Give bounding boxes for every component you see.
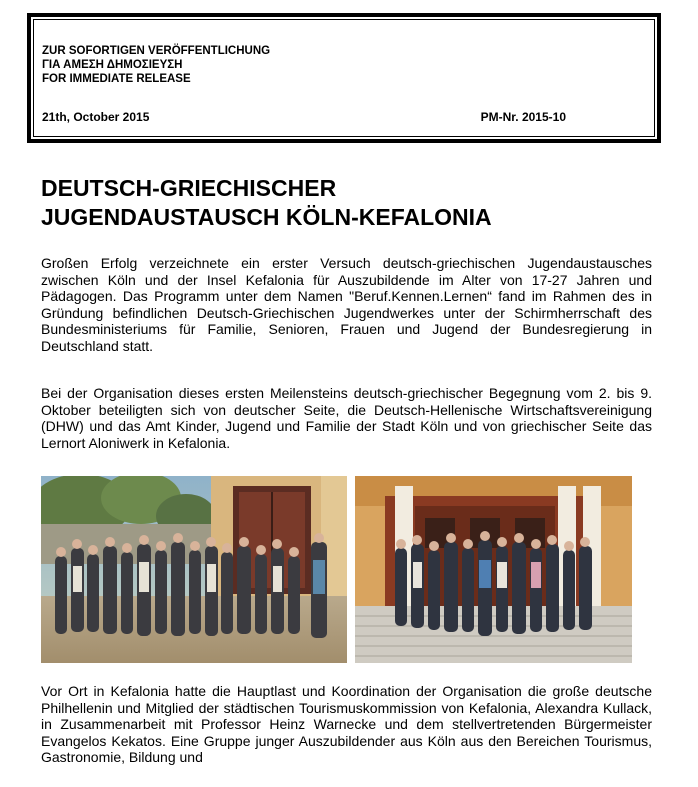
- paragraph-intro: Großen Erfolg verzeichnete ein erster Versuch deutsch-griechischen Jugendaustausches zwischen Köln und der Insel Kefalonia für Auszubildende im Alter von 17-27 Jahren und Pädagogen. Das Programm unter dem Namen "Beruf.Kennen.Lernen“ fand im Rahmen des in Gründung befindlichen Deutsch-Griechischen Jugendwerkes unter der Schirmherrschaft des Bundesministeriums für Familie, Senioren, Frauen und Jugend der Bundesregierung in Deutschland statt.: [41, 255, 652, 354]
- headline-line-2: JUGENDAUSTAUSCH KÖLN-KEFALONIA: [41, 204, 492, 230]
- group-photo-building-steps: [355, 476, 632, 663]
- release-labels: [42, 44, 270, 86]
- press-release-header-box: [27, 13, 661, 143]
- paragraph-organisation: Bei der Organisation dieses ersten Meilensteins deutsch-griechischer Begegnung vom 2. bis 9. Oktober beteiligten sich von deutscher Seite, die Deutsch-Hellenische Wirtschaftsvereinigung (DHW) und das Amt Kinder, Jugend und Familie der Stadt Köln und von griechischer Seite das Lernort Aloniwerk in Kefalonia.: [41, 385, 652, 451]
- headline-line-1: DEUTSCH-GRIECHISCHER: [41, 175, 337, 201]
- paragraph-local-coordination: Vor Ort in Kefalonia hatte die Hauptlast und Koordination der Organisation die große deutsche Philhellenin und Mitglied der städtischen Tourismuskommission von Kefalonia, Alexandra Kullack, in Zusammenarbeit mit Professor Heinz Warnecke und dem stellvertretenden Bürgermeister Evangelos Kekatos. Eine Gruppe junger Auszubildender aus Köln aus den Bereichen Tourismus, Gastronomie, Bildung und: [41, 683, 652, 766]
- press-number: PM-Nr. 2015-10: [480, 110, 566, 124]
- release-label-english: FOR IMMEDIATE RELEASE: [42, 73, 191, 85]
- group-photo-outdoor: [41, 476, 347, 663]
- release-date: 21th, October 2015: [42, 110, 150, 124]
- release-label-greek: ΓΙΑ ΑΜΕΣΗ ΔΗΜΟΣΙΕΥΣΗ: [42, 59, 183, 71]
- release-label-german: ZUR SOFORTIGEN VERÖFFENTLICHUNG: [42, 45, 271, 57]
- headline: [41, 174, 661, 232]
